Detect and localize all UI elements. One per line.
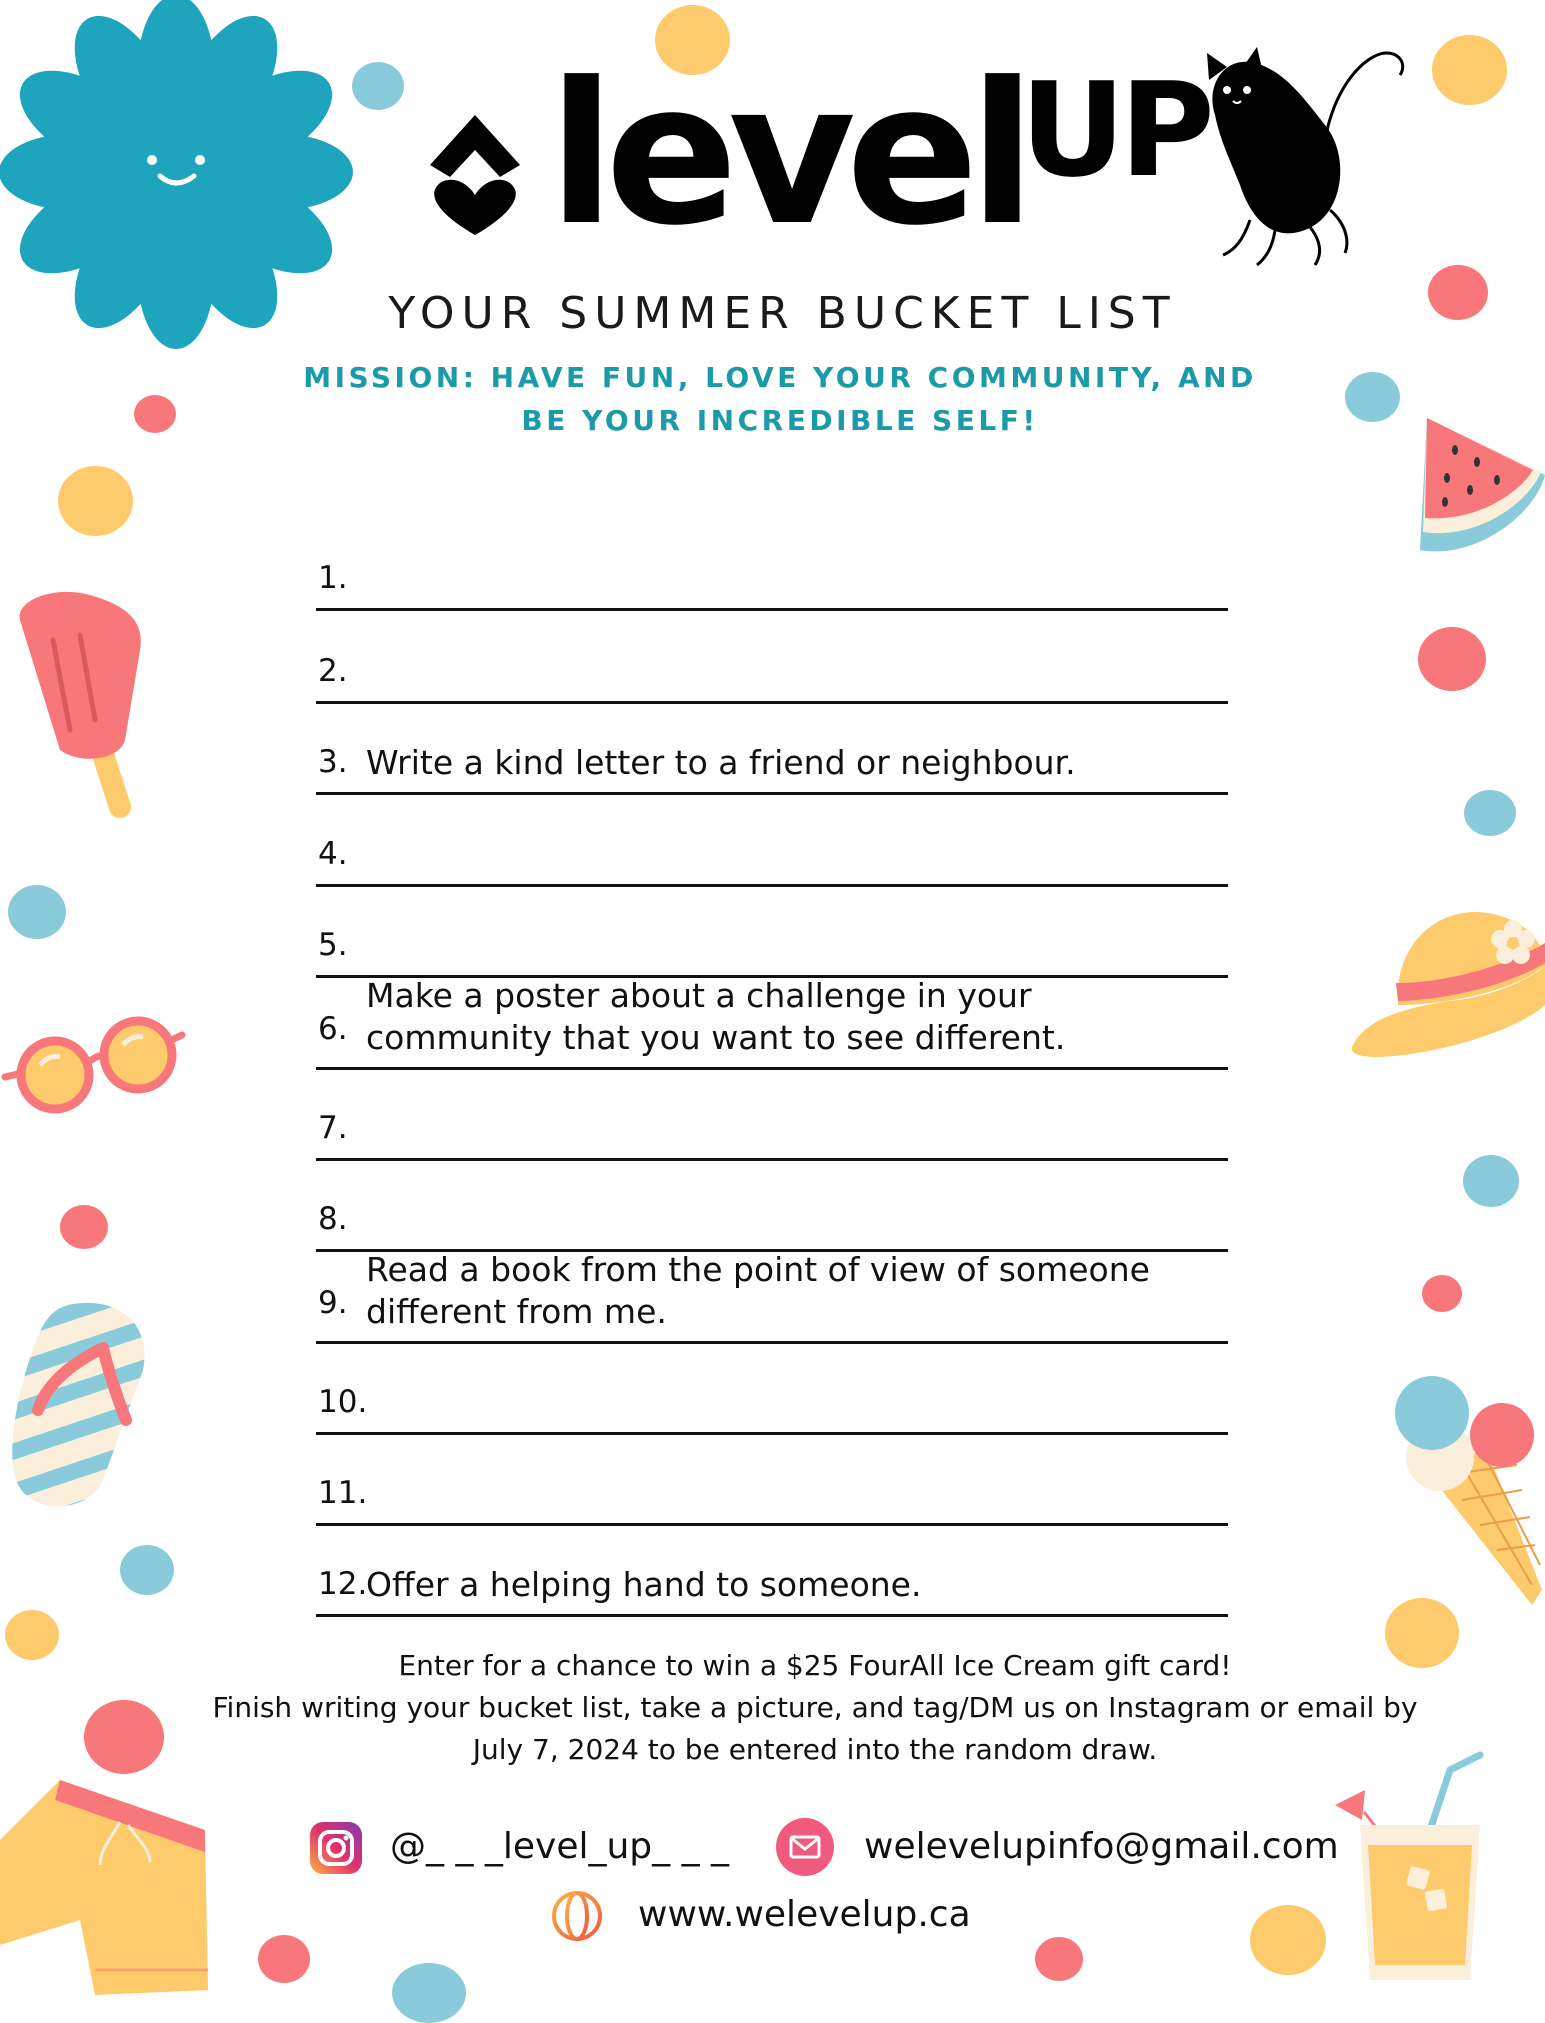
decor-dot — [134, 395, 176, 433]
decor-dot — [58, 466, 133, 536]
item-number: 8. — [318, 1201, 348, 1237]
decor-dot — [60, 1205, 108, 1249]
decor-dot — [8, 885, 66, 939]
decor-dot — [1345, 372, 1400, 422]
item-text: Make a poster about a challenge in your community that you want to see different. — [366, 976, 1066, 1057]
decor-dot — [1035, 1937, 1083, 1981]
mission-statement: MISSION: HAVE FUN, LOVE YOUR COMMUNITY, AND BE YOUR INCREDIBLE SELF! — [303, 361, 1257, 437]
decor-dot — [84, 1700, 164, 1774]
item-text: Write a kind letter to a friend or neighbour. — [366, 743, 1076, 782]
decor-dot — [1463, 1155, 1519, 1207]
contest-info — [200, 1645, 1430, 1771]
decor-dot — [120, 1545, 174, 1595]
instagram-handle[interactable]: @_ _ _level_up_ _ _ — [390, 1826, 730, 1867]
watermelon-icon — [1415, 410, 1545, 560]
item-number: 4. — [318, 836, 348, 872]
decor-dot — [258, 1935, 310, 1983]
decor-dot — [1422, 1275, 1462, 1312]
list-item[interactable] — [316, 795, 1228, 887]
contest-instructions: Finish writing your bucket list, take a picture, and tag/DM us on Instagram or email by July 7, 2024 to be entered into the random draw. — [212, 1691, 1418, 1766]
item-number: 6. — [318, 1011, 348, 1047]
bucket-list — [316, 520, 1228, 1617]
shorts-icon — [0, 1770, 215, 2000]
brand-wordmark: level — [548, 41, 1026, 269]
ice-cream-cone-icon — [1392, 1375, 1545, 1615]
website-link[interactable]: www.welevelup.ca — [638, 1894, 971, 1935]
list-item[interactable] — [316, 978, 1228, 1070]
list-item[interactable] — [316, 704, 1228, 795]
decor-dot — [5, 1610, 59, 1660]
item-number: 9. — [318, 1285, 348, 1321]
list-item[interactable] — [316, 611, 1228, 704]
contest-headline: Enter for a chance to win a $25 FourAll Ice Cream gift card! — [398, 1649, 1232, 1682]
sun-hat-icon — [1348, 905, 1545, 1060]
item-number: 2. — [318, 653, 348, 689]
level-up-chevron-logo-icon — [420, 95, 530, 245]
decor-dot — [392, 1963, 466, 2023]
decor-dot — [1432, 35, 1507, 105]
list-item[interactable] — [316, 1252, 1228, 1344]
list-item[interactable] — [316, 1526, 1228, 1617]
brand-up: UP — [1020, 54, 1209, 206]
mail-icon — [776, 1818, 834, 1876]
decor-dot — [1464, 790, 1516, 836]
popsicle-icon — [15, 590, 155, 830]
instagram-icon — [310, 1822, 362, 1874]
list-item[interactable] — [316, 1435, 1228, 1526]
item-text: Read a book from the point of view of someone different from me. — [366, 1250, 1150, 1331]
page-title: YOUR SUMMER BUCKET LIST — [388, 288, 1177, 339]
sunglasses-icon — [0, 1005, 190, 1115]
item-number: 11. — [318, 1475, 368, 1511]
list-item[interactable] — [316, 1161, 1228, 1252]
decor-dot — [1250, 1905, 1326, 1975]
lemonade-icon — [1330, 1750, 1500, 1990]
item-number: 10. — [318, 1384, 368, 1420]
list-item[interactable] — [316, 520, 1228, 611]
item-number: 12. — [318, 1566, 368, 1602]
item-number: 3. — [318, 744, 348, 780]
item-number: 5. — [318, 927, 348, 963]
item-text: Offer a helping hand to someone. — [366, 1565, 922, 1604]
item-number: 7. — [318, 1110, 348, 1146]
list-item[interactable] — [316, 1344, 1228, 1435]
decor-dot — [1418, 627, 1486, 691]
item-number: 1. — [318, 560, 348, 596]
cat-icon — [1195, 45, 1425, 275]
email-address[interactable]: welevelupinfo@gmail.com — [864, 1826, 1339, 1867]
list-item[interactable] — [316, 1070, 1228, 1161]
list-item[interactable] — [316, 887, 1228, 978]
flip-flop-icon — [8, 1300, 148, 1515]
globe-icon — [550, 1889, 604, 1943]
